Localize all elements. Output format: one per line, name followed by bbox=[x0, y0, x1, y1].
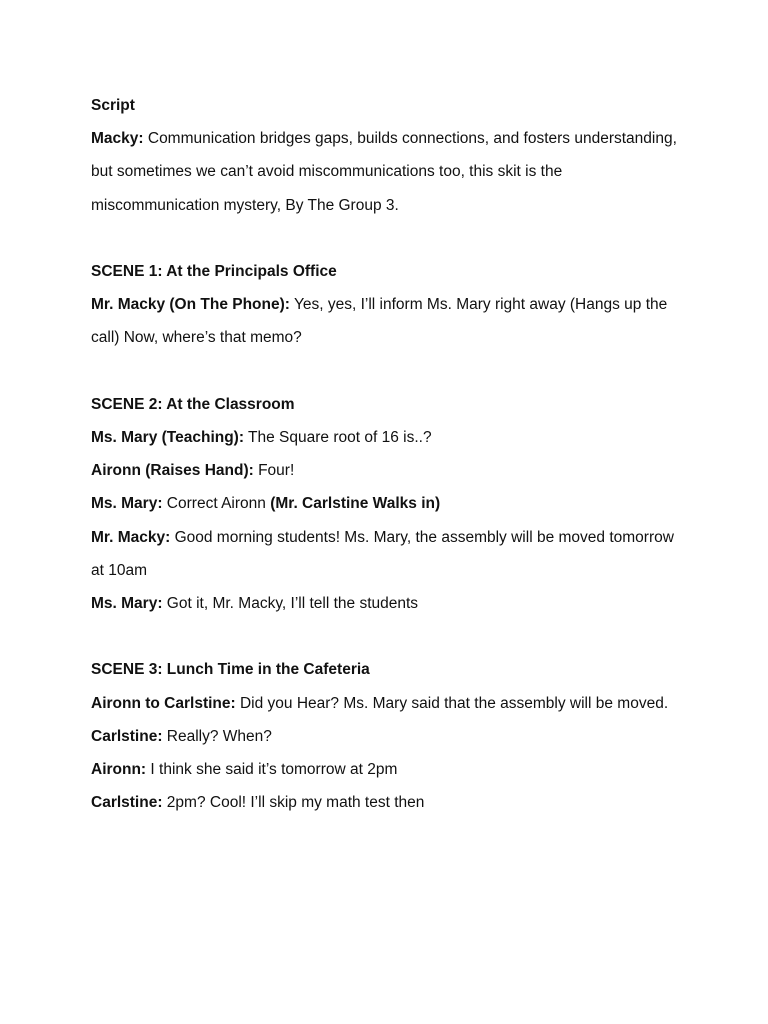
speaker-label: Aironn to Carlstine: bbox=[91, 694, 236, 712]
speaker-label: Carlstine: bbox=[91, 794, 163, 812]
speaker-label: Ms. Mary (Teaching): bbox=[91, 429, 245, 446]
speaker-label: Aironn: bbox=[91, 761, 147, 779]
dialogue-line bbox=[91, 786, 691, 819]
dialogue-text: Good morning students! Ms. Mary, the assembly will be moved tomorrow at 10am bbox=[91, 528, 674, 579]
document-heading: Script bbox=[91, 97, 135, 114]
dialogue-text: Correct Aironn bbox=[162, 495, 271, 513]
speaker-label: Aironn (Raises Hand): bbox=[91, 462, 254, 480]
dialogue-text: Communication bridges gaps, builds connections, and fosters understanding, but sometimes we can’t avoid miscommunications too, this skit is the miscommunication mystery, By The Group 3. bbox=[91, 130, 677, 214]
dialogue-text: Really? When? bbox=[162, 727, 272, 745]
dialogue-text: 2pm? Cool! I’ll skip my math test then bbox=[162, 794, 425, 812]
dialogue-text: The Square root of 16 is..? bbox=[244, 429, 432, 446]
dialogue-line bbox=[91, 720, 691, 753]
speaker-label: Ms. Mary: bbox=[91, 495, 163, 513]
dialogue-text: Four! bbox=[253, 462, 295, 480]
dialogue-line bbox=[91, 521, 691, 587]
dialogue-line bbox=[91, 587, 691, 620]
dialogue-text: Did you Hear? Ms. Mary said that the assembly will be moved. bbox=[235, 694, 669, 712]
dialogue-line bbox=[91, 687, 691, 720]
dialogue-line bbox=[91, 454, 691, 487]
speaker-label: Ms. Mary: bbox=[91, 595, 163, 613]
dialogue-text: I think she said it’s tomorrow at 2pm bbox=[146, 761, 398, 779]
spacer bbox=[91, 355, 691, 388]
spacer bbox=[91, 620, 691, 653]
scene-3-title: SCENE 3: Lunch Time in the Cafeteria bbox=[91, 661, 370, 679]
dialogue-text: Yes, yes, I’ll inform Ms. Mary right away (Hangs up the call) Now, where’s that memo? bbox=[91, 296, 668, 347]
speaker-label: Macky: bbox=[91, 130, 144, 148]
intro-line bbox=[91, 122, 691, 222]
speaker-label: Carlstine: bbox=[91, 727, 163, 745]
stage-direction: (Mr. Carlstine Walks in) bbox=[270, 495, 441, 513]
scene-2-title: SCENE 2: At the Classroom bbox=[91, 395, 295, 413]
speaker-label: Mr. Macky: bbox=[91, 528, 171, 546]
dialogue-line bbox=[91, 421, 691, 454]
dialogue-line bbox=[91, 487, 691, 520]
spacer bbox=[91, 222, 691, 255]
dialogue-line bbox=[91, 753, 691, 786]
script-body bbox=[91, 89, 691, 819]
dialogue-line bbox=[91, 288, 691, 354]
scene-1-title: SCENE 1: At the Principals Office bbox=[91, 263, 337, 280]
dialogue-text: Got it, Mr. Macky, I’ll tell the students bbox=[162, 595, 419, 613]
speaker-label: Mr. Macky (On The Phone): bbox=[91, 296, 290, 314]
